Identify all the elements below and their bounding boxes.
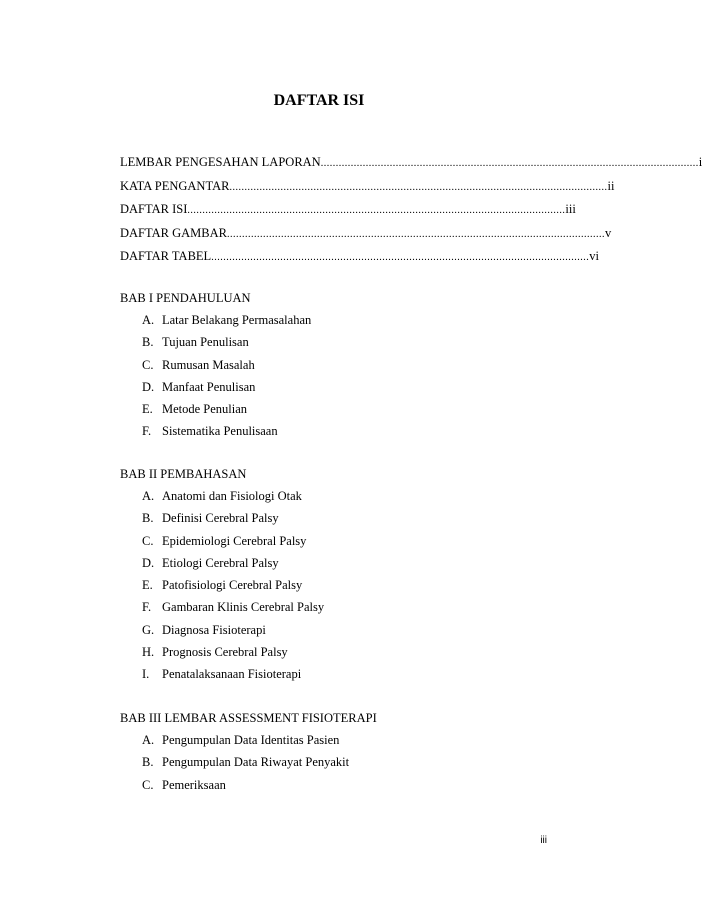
list-item[interactable] bbox=[120, 663, 324, 685]
item-text: Penatalaksanaan Fisioterapi bbox=[162, 667, 302, 682]
dot-leader: .............................................................................................................................. bbox=[187, 205, 566, 216]
toc-entry-label: DAFTAR ISI bbox=[120, 202, 188, 216]
list-item[interactable] bbox=[120, 596, 324, 618]
list-item[interactable] bbox=[120, 354, 311, 376]
dot-leader: .............................................................................................................................. bbox=[211, 252, 590, 263]
dot-leader: .............................................................................................................................. bbox=[320, 158, 699, 169]
toc-front-matter bbox=[120, 155, 702, 273]
item-text: Prognosis Cerebral Palsy bbox=[162, 645, 288, 660]
item-text: Etiologi Cerebral Palsy bbox=[162, 555, 279, 570]
toc-entry-page: vi bbox=[589, 249, 599, 263]
chapter-heading[interactable]: BAB III LEMBAR ASSESSMENT FISIOTERAPI bbox=[120, 711, 377, 725]
item-letter: F. bbox=[142, 424, 152, 439]
toc-entry-page: i bbox=[698, 155, 702, 169]
item-letter: D. bbox=[142, 555, 155, 570]
item-text: Epidemiologi Cerebral Palsy bbox=[162, 533, 307, 548]
list-item[interactable] bbox=[120, 619, 324, 641]
item-letter: A. bbox=[142, 733, 155, 747]
list-item[interactable] bbox=[120, 309, 311, 331]
page-number: iii bbox=[540, 835, 547, 846]
item-text: Anatomi dan Fisiologi Otak bbox=[162, 489, 302, 503]
item-letter: B. bbox=[142, 511, 154, 526]
toc-entry-label: LEMBAR PENGESAHAN LAPORAN bbox=[120, 155, 321, 169]
chapter-items bbox=[120, 729, 377, 796]
item-text: Metode Penulian bbox=[162, 402, 248, 417]
chapter-heading[interactable]: BAB I PENDAHULUAN bbox=[120, 291, 251, 305]
toc-entry[interactable] bbox=[120, 155, 702, 179]
item-text: Manfaat Penulisan bbox=[162, 379, 256, 394]
toc-entry-page: ii bbox=[607, 178, 615, 193]
item-text: Pengumpulan Data Riwayat Penyakit bbox=[162, 755, 350, 770]
item-letter: C. bbox=[142, 533, 154, 548]
chapter-2 bbox=[120, 463, 324, 686]
page-title: DAFTAR ISI bbox=[273, 92, 365, 109]
item-text: Gambaran Klinis Cerebral Palsy bbox=[162, 600, 325, 615]
chapter-items bbox=[120, 309, 311, 443]
item-letter: B. bbox=[142, 335, 154, 350]
item-letter: A. bbox=[142, 313, 155, 327]
toc-entry[interactable] bbox=[120, 225, 612, 250]
list-item[interactable] bbox=[120, 751, 377, 773]
chapter-items bbox=[120, 485, 324, 686]
item-text: Rumusan Masalah bbox=[162, 357, 255, 372]
item-letter: C. bbox=[142, 357, 154, 372]
item-text: Definisi Cerebral Palsy bbox=[162, 511, 279, 526]
chapter-heading[interactable]: BAB II PEMBAHASAN bbox=[120, 467, 247, 481]
item-text: Pengumpulan Data Identitas Pasien bbox=[162, 733, 340, 747]
item-letter: B. bbox=[142, 755, 154, 770]
item-letter: D. bbox=[142, 379, 155, 394]
item-letter: F. bbox=[142, 600, 152, 615]
item-letter: C. bbox=[142, 777, 154, 792]
item-letter: G. bbox=[142, 622, 155, 637]
item-text: Pemeriksaan bbox=[162, 777, 226, 792]
item-text: Sistematika Penulisaan bbox=[162, 424, 278, 439]
item-text: Latar Belakang Permasalahan bbox=[162, 313, 312, 327]
chapter-3 bbox=[120, 707, 377, 796]
list-item[interactable] bbox=[120, 376, 311, 398]
list-item[interactable] bbox=[120, 729, 377, 751]
list-item[interactable] bbox=[120, 398, 311, 420]
toc-entry-label: KATA PENGANTAR bbox=[120, 178, 230, 193]
item-letter: H. bbox=[142, 645, 155, 660]
list-item[interactable] bbox=[120, 641, 324, 663]
toc-entry[interactable] bbox=[120, 249, 599, 273]
dot-leader: .............................................................................................................................. bbox=[229, 181, 608, 193]
list-item[interactable] bbox=[120, 574, 324, 596]
list-item[interactable] bbox=[120, 420, 311, 442]
toc-entry-label: DAFTAR TABEL bbox=[120, 249, 212, 263]
item-letter: E. bbox=[142, 578, 153, 593]
dot-leader: .............................................................................................................................. bbox=[227, 228, 606, 240]
toc-entry[interactable] bbox=[120, 202, 576, 226]
chapter-1 bbox=[120, 287, 311, 443]
item-letter: E. bbox=[142, 402, 153, 417]
list-item[interactable] bbox=[120, 485, 324, 507]
list-item[interactable] bbox=[120, 774, 377, 796]
toc-entry[interactable] bbox=[120, 178, 615, 203]
toc-entry-label: DAFTAR GAMBAR bbox=[120, 225, 228, 240]
item-text: Tujuan Penulisan bbox=[162, 335, 249, 350]
list-item[interactable] bbox=[120, 552, 324, 574]
item-letter: I. bbox=[142, 667, 150, 682]
list-item[interactable] bbox=[120, 331, 311, 353]
list-item[interactable] bbox=[120, 530, 324, 552]
toc-entry-page: iii bbox=[565, 202, 576, 216]
item-text: Patofisiologi Cerebral Palsy bbox=[162, 578, 303, 593]
toc-entry-page: v bbox=[605, 225, 612, 240]
item-letter: A. bbox=[142, 489, 155, 503]
item-text: Diagnosa Fisioterapi bbox=[162, 622, 266, 637]
list-item[interactable] bbox=[120, 507, 324, 529]
